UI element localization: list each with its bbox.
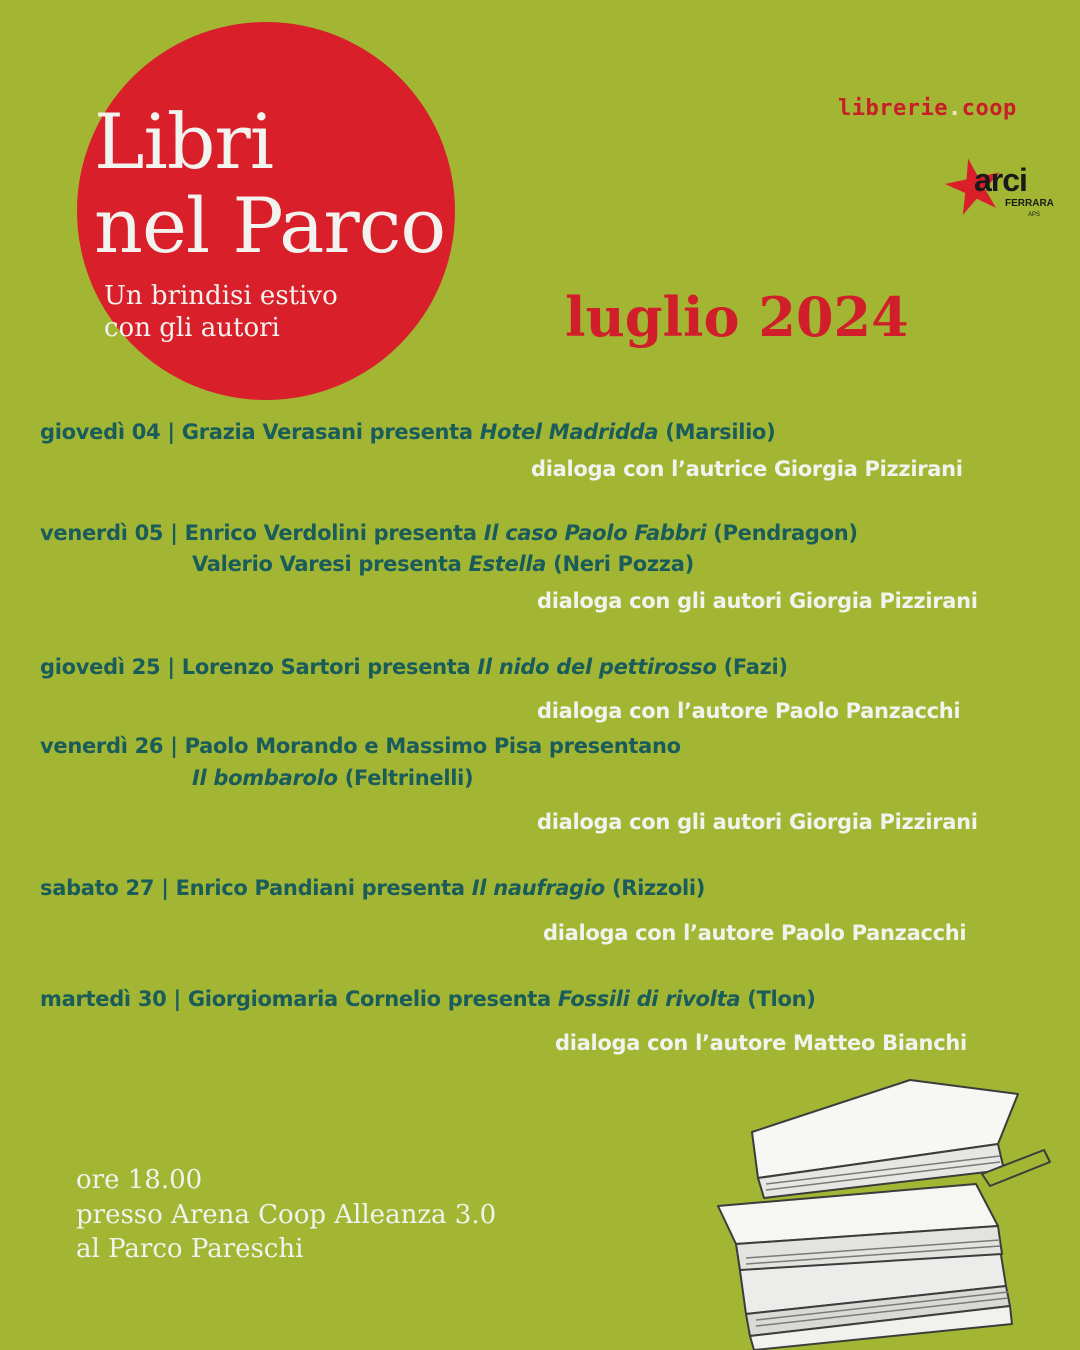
arci-ferrara-logo (944, 156, 1054, 228)
event-book-title: Il nido del pettirosso (477, 655, 717, 679)
event-book-title: Estella (468, 552, 547, 576)
librerie-logo-part1: librerie (838, 96, 948, 121)
librerie-coop-logo (838, 96, 1017, 121)
event-dialogue: dialoga con l’autore Paolo Panzacchi (543, 921, 967, 945)
event-publisher: (Tlon) (747, 987, 816, 1011)
event-day: sabato 27 (40, 876, 155, 900)
event-publisher: (Fazi) (723, 655, 788, 679)
event-dialogue: dialoga con l’autrice Giorgia Pizzirani (531, 457, 963, 481)
event-dialogue: dialoga con gli autori Giorgia Pizzirani (537, 810, 978, 834)
title-line-2: nel Parco (94, 181, 446, 270)
event-day: venerdì 05 (40, 521, 164, 545)
event-separator: | (170, 734, 178, 758)
event-author: Enrico Verdolini presenta (184, 521, 477, 545)
event-day: giovedì 25 (40, 655, 161, 679)
month-heading: luglio 2024 (565, 285, 909, 349)
subtitle-line-1: Un brindisi estivo (104, 281, 338, 311)
arci-logo-aps: APS (1028, 212, 1041, 218)
event-publisher: (Rizzoli) (611, 876, 706, 900)
event-separator: | (173, 987, 181, 1011)
arci-logo-city: FERRARA (1005, 198, 1054, 209)
event-time: ore 18.00 (76, 1165, 203, 1195)
event-line (40, 734, 681, 758)
event-line (40, 420, 775, 444)
event-line (192, 552, 694, 576)
event-book-title: Hotel Madridda (479, 420, 659, 444)
event-publisher: (Neri Pozza) (553, 552, 694, 576)
subtitle-line-2: con gli autori (104, 313, 280, 343)
event-author: Enrico Pandiani presenta (175, 876, 465, 900)
event-line (192, 766, 473, 790)
event-separator: | (161, 876, 169, 900)
stack-of-books-icon (706, 1074, 1058, 1350)
event-line (40, 655, 788, 679)
event-publisher: (Marsilio) (665, 420, 776, 444)
event-author: Grazia Verasani presenta (181, 420, 473, 444)
event-author: Giorgiomaria Cornelio presenta (187, 987, 551, 1011)
event-author: Paolo Morando e Massimo Pisa presentano (184, 734, 681, 758)
librerie-logo-dot: . (947, 96, 962, 121)
event-author: Valerio Varesi presenta (192, 552, 462, 576)
event-publisher: (Pendragon) (713, 521, 858, 545)
event-line (40, 876, 705, 900)
event-book-title: Il bombarolo (192, 766, 338, 790)
event-separator: | (167, 655, 175, 679)
event-separator: | (170, 521, 178, 545)
event-author: Lorenzo Sartori presenta (181, 655, 471, 679)
event-day: martedì 30 (40, 987, 167, 1011)
event-dialogue: dialoga con l’autore Matteo Bianchi (555, 1031, 967, 1055)
librerie-logo-part3: coop (961, 96, 1017, 121)
event-day: venerdì 26 (40, 734, 164, 758)
event-publisher: (Feltrinelli) (344, 766, 474, 790)
event-day: giovedì 04 (40, 420, 161, 444)
event-book-title: Il caso Paolo Fabbri (483, 521, 707, 545)
event-dialogue: dialoga con gli autori Giorgia Pizzirani (537, 589, 978, 613)
event-separator: | (167, 420, 175, 444)
event-park: al Parco Pareschi (76, 1234, 304, 1264)
event-venue: presso Arena Coop Alleanza 3.0 (76, 1200, 497, 1230)
event-line (40, 521, 858, 545)
event-line (40, 987, 816, 1011)
arci-logo-word: arci (974, 162, 1027, 198)
event-book-title: Il naufragio (471, 876, 605, 900)
title-line-1: Libri (94, 97, 274, 186)
event-book-title: Fossili di rivolta (557, 987, 741, 1011)
event-dialogue: dialoga con l’autore Paolo Panzacchi (537, 699, 961, 723)
